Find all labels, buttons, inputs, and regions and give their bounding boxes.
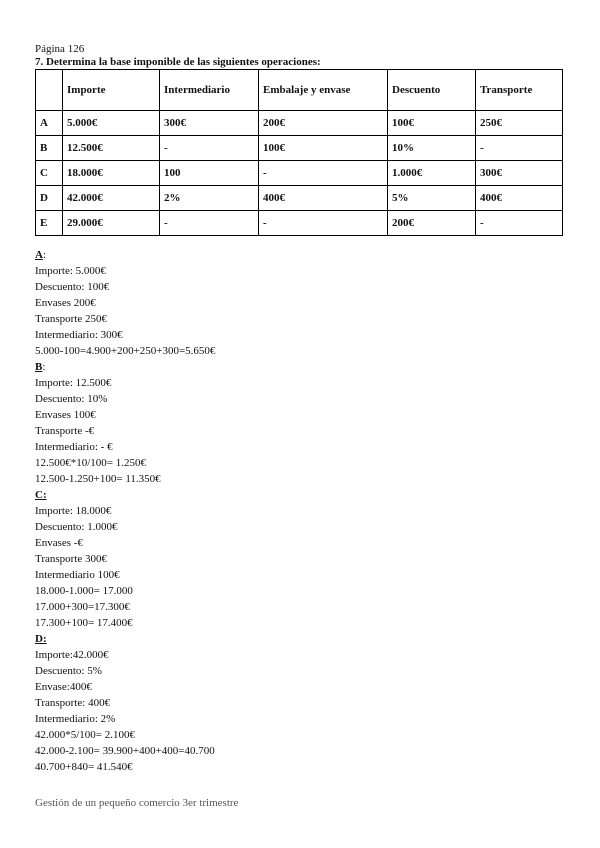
solution-line: Envase:400€ [35,681,92,693]
solution-line: Transporte: 400€ [35,697,111,709]
exercise-title: 7. Determina la base imponible de las siguientes operaciones: [35,56,321,68]
table-cell: 200€ [388,211,476,236]
table-cell: - [160,211,259,236]
solution-line: Envases 200€ [35,297,96,309]
solution-line: Intermediario: 300€ [35,329,123,341]
solution-line: 12.500€*10/100= 1.250€ [35,457,147,469]
table-cell: 29.000€ [63,211,160,236]
solution-line: Descuento: 100€ [35,281,110,293]
table-cell: - [259,161,388,186]
table-cell: 5.000€ [63,111,160,136]
solution-line: Importe:42.000€ [35,649,109,661]
solution-line: Importe: 12.500€ [35,377,112,389]
table-cell: - [476,211,563,236]
header-cell [36,70,63,111]
table-cell: 1.000€ [388,161,476,186]
table-cell: 300€ [476,161,563,186]
solution-line: Descuento: 5% [35,665,102,677]
table-cell: 42.000€ [63,186,160,211]
solution-line: Envases -€ [35,537,83,549]
solution-line: Transporte 300€ [35,553,108,565]
solution-line: 17.300+100= 17.400€ [35,617,133,629]
table-cell: 10% [388,136,476,161]
solution-line: Importe: 5.000€ [35,265,106,277]
operations-table [35,69,563,236]
solution-heading-suffix: : [42,361,46,373]
table-row [36,136,563,161]
solution-line: Descuento: 10% [35,393,108,405]
table-cell: D [36,186,63,211]
solution-c [35,487,575,631]
solution-line: Envases 100€ [35,409,96,421]
document-page [35,43,575,775]
solution-heading: C: [35,489,47,501]
solution-heading-suffix: : [42,249,47,261]
header-cell: Intermediario [160,70,259,111]
table-cell: - [259,211,388,236]
table-cell: - [476,136,563,161]
page-number: Página 126 [35,43,85,55]
table-cell: 5% [388,186,476,211]
table-cell: 18.000€ [63,161,160,186]
solution-line: Intermediario: 2% [35,713,116,725]
table-cell: 400€ [476,186,563,211]
solution-line: 42.000*5/100= 2.100€ [35,729,136,741]
solution-heading: A [35,249,43,261]
table-cell: 100€ [388,111,476,136]
solution-line: 17.000+300=17.300€ [35,601,130,613]
table-cell: 12.500€ [63,136,160,161]
solution-d [35,631,575,775]
solution-line: Intermediario 100€ [35,569,120,581]
header-cell: Descuento [388,70,476,111]
solution-heading: B [35,361,43,373]
solution-a [35,247,575,359]
table-cell: 200€ [259,111,388,136]
table-cell: 2% [160,186,259,211]
table-row [36,111,563,136]
page-footer: Gestión de un pequeño comercio 3er trimestre [35,797,239,809]
table-cell: 400€ [259,186,388,211]
solution-line: Descuento: 1.000€ [35,521,118,533]
table-cell: 100€ [259,136,388,161]
solutions [35,247,575,775]
table-cell: C [36,161,63,186]
solution-line: 12.500-1.250+100= 11.350€ [35,473,161,485]
table-cell: 100 [160,161,259,186]
table-cell: - [160,136,259,161]
table-header-row [36,70,563,111]
solution-line: Transporte -€ [35,425,95,437]
table-cell: B [36,136,63,161]
solution-b [35,359,575,487]
solution-line: 5.000-100=4.900+200+250+300=5.650€ [35,345,216,357]
table-cell: E [36,211,63,236]
solution-heading: D: [35,633,47,645]
table-row [36,161,563,186]
solution-line: Intermediario: - € [35,441,113,453]
table-cell: 250€ [476,111,563,136]
header-cell: Importe [63,70,160,111]
solution-line: 42.000-2.100= 39.900+400+400=40.700 [35,745,215,757]
table-cell: A [36,111,63,136]
table-row [36,211,563,236]
table-row [36,186,563,211]
solution-line: Importe: 18.000€ [35,505,112,517]
solution-line: 40.700+840= 41.540€ [35,761,133,773]
solution-line: Transporte 250€ [35,313,108,325]
header-cell: Transporte [476,70,563,111]
header-cell: Embalaje y envase [259,70,388,111]
table-cell: 300€ [160,111,259,136]
solution-line: 18.000-1.000= 17.000 [35,585,133,597]
